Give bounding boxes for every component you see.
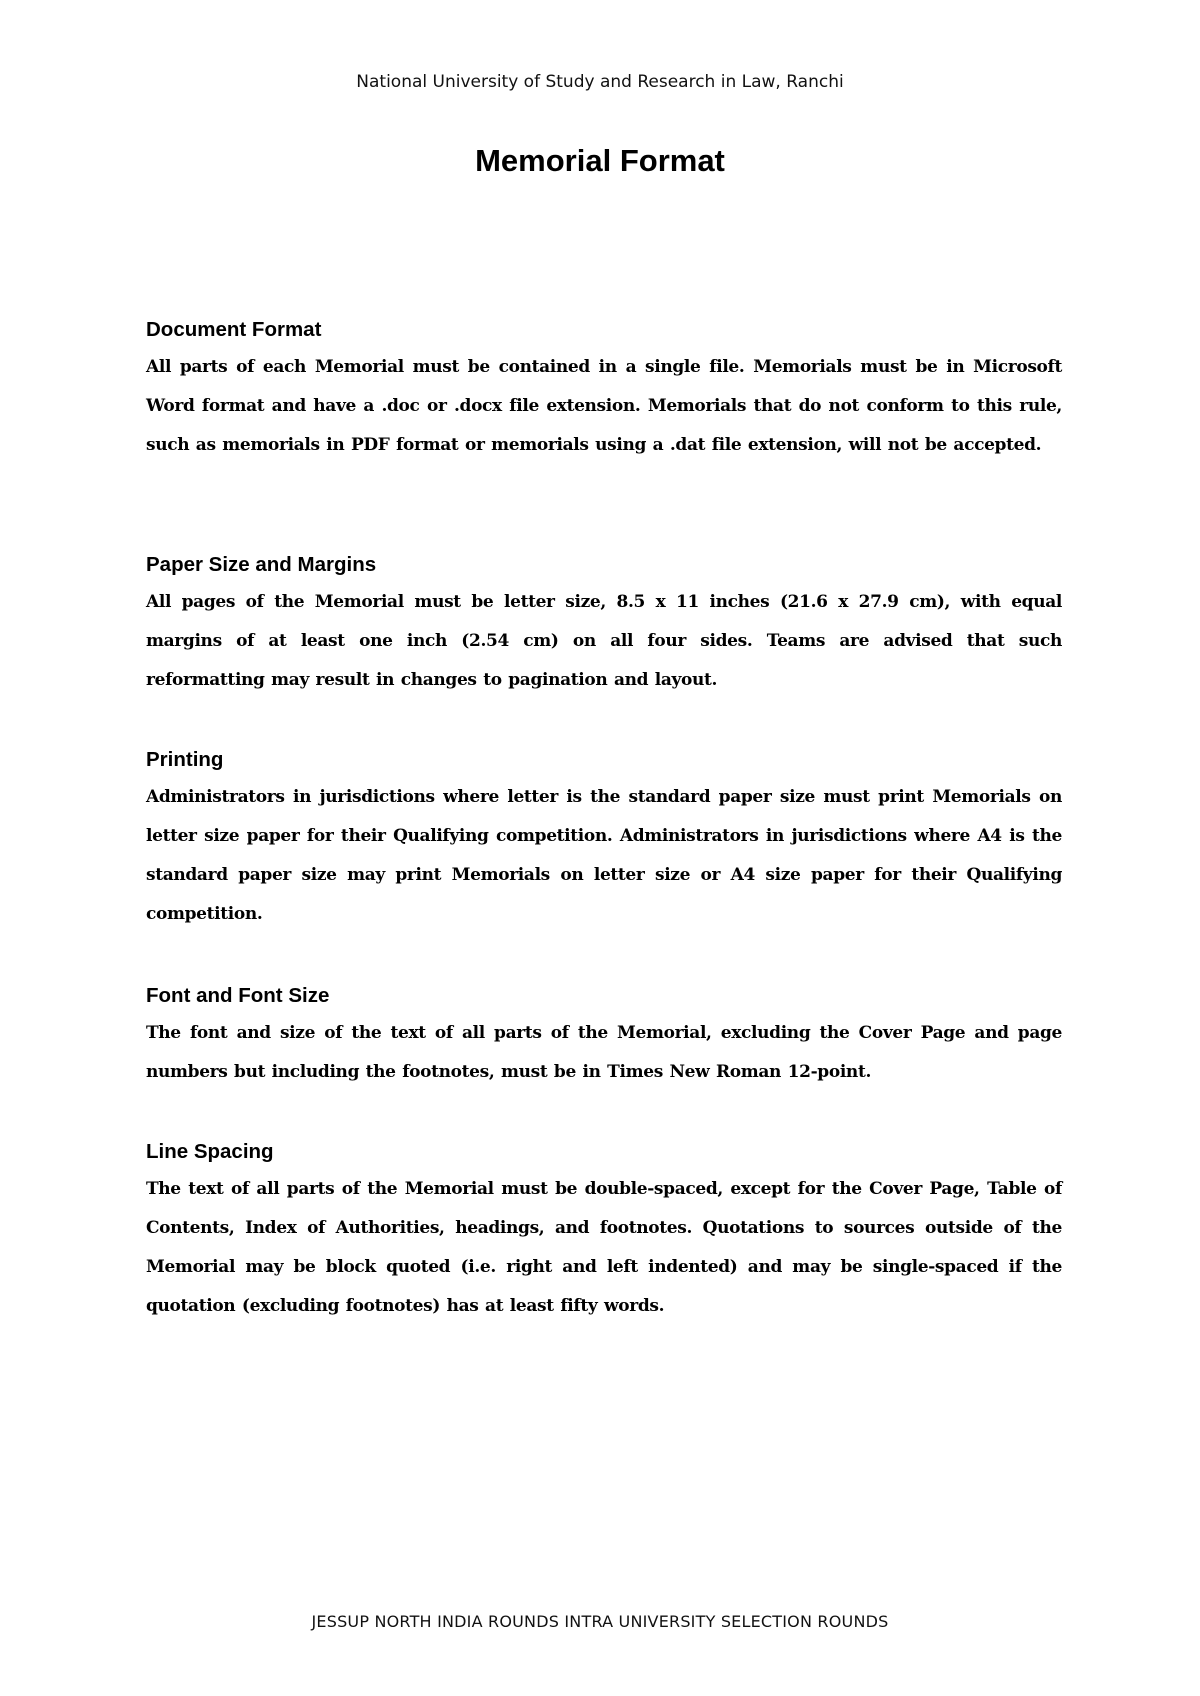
section-body: Administrators in jurisdictions where letter is the standard paper size must print Memorials on letter size paper for their Qualifying competition. Administrators in jurisdictions where A4 is the standard paper size may print Memorials on letter size or A4 size paper for their Qualifying competition.: [146, 787, 1062, 924]
section-heading: Font and Font Size: [146, 984, 330, 1007]
section-heading: Document Format: [146, 318, 322, 341]
section-body: All parts of each Memorial must be contained in a single file. Memorials must be in Microsoft Word format and have a .doc or .docx file extension. Memorials that do not conform to this rule, such as memorials in PDF format or memorials using a .dat file extension, will not be accepted.: [146, 357, 1062, 455]
section-heading: Line Spacing: [146, 1140, 274, 1163]
document-title: Memorial Format: [475, 143, 725, 178]
page-footer: JESSUP NORTH INDIA ROUNDS INTRA UNIVERSITY SELECTION ROUNDS: [311, 1612, 889, 1631]
section-body: The text of all parts of the Memorial must be double-spaced, except for the Cover Page, Table of Contents, Index of Authorities, headings, and footnotes. Quotations to sources outside of the Memorial may be block quoted (i.e. right and left indented) and may be single-spaced if the quotation (excluding footnotes) has at least fifty words.: [146, 1179, 1062, 1316]
section-document-format: [146, 316, 1062, 465]
section-body: All pages of the Memorial must be letter size, 8.5 x 11 inches (21.6 x 27.9 cm), with equal margins of at least one inch (2.54 cm) on all four sides. Teams are advised that such reformatting may result in changes to pagination and layout.: [146, 592, 1062, 690]
section-heading: Paper Size and Margins: [146, 553, 377, 576]
section-printing: [146, 746, 1062, 934]
section-body: The font and size of the text of all parts of the Memorial, excluding the Cover Page and page numbers but including the footnotes, must be in Times New Roman 12-point.: [146, 1023, 1062, 1082]
section-heading: Printing: [146, 748, 224, 771]
page-header: National University of Study and Research in Law, Ranchi: [356, 72, 844, 92]
section-font-and-font-size: [146, 982, 1062, 1092]
section-paper-size-and-margins: [146, 551, 1062, 700]
section-line-spacing: [146, 1138, 1062, 1326]
